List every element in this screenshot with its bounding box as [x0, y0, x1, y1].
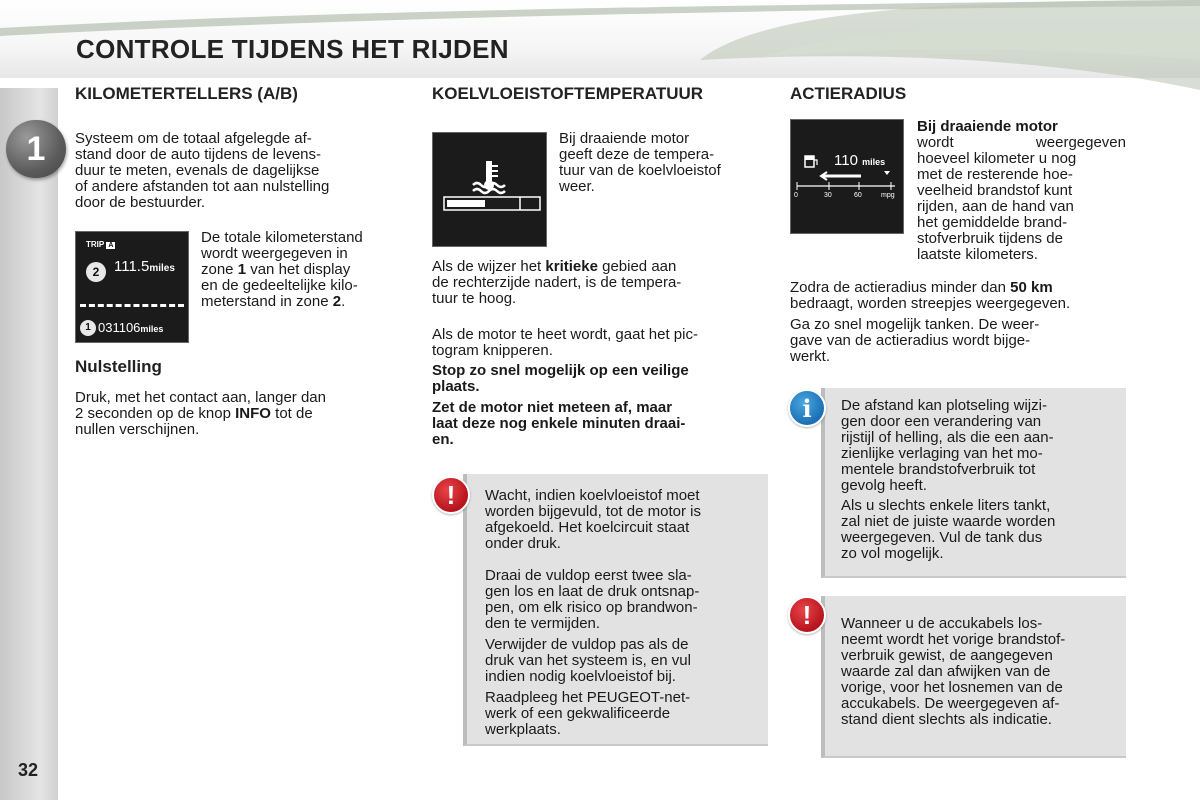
scale-30: 30 — [824, 192, 832, 199]
warning-text-4: Raadpleeg het PEUGEOT-net- werk of een gekwalificeerde werkplaats. — [485, 689, 691, 738]
range-value: 110 miles — [834, 152, 886, 169]
odometer-value: 031106miles — [98, 320, 164, 335]
scale-60: 60 — [854, 192, 862, 199]
range-display-text: Bij draaiende motor wordt weergegeven hoeveel kilometer u nog met de resterende hoe- veelheid brandstof kunt rijden, aan de hand van het gemiddelde brand- stofverbruik tijdens de laatste kilometers. — [917, 118, 1126, 263]
warning-text-1: Wacht, indien koelvloeistof moet worden bijgevuld, tot de motor is afgekoeld. Het koelcircuit staat onder druk. — [485, 487, 701, 552]
trip-display — [75, 231, 189, 343]
info-text-2: Als u slechts enkele liters tankt, zal niet de juiste waarde worden weergegeven. Vul de tank dus zo vol mogelijk. — [841, 497, 1056, 562]
zone-divider — [80, 304, 184, 307]
col3-heading: ACTIERADIUS — [790, 84, 907, 103]
range-display-graphic — [791, 120, 903, 233]
col1-heading: KILOMETERTELLERS (A/B) — [75, 84, 298, 103]
scale-mpg: mpg — [881, 192, 895, 199]
page-title: CONTROLE TIJDENS HET RIJDEN — [76, 34, 509, 64]
battery-warning-box — [821, 596, 1126, 758]
col1-intro: Systeem om de totaal afgelegde af- stand door de auto tijdens de levens- duur te meten, evenals de dagelijkse of andere afstanden tot aan nulstelling door de bestuurder. — [75, 130, 330, 211]
engine-instruction: Zet de motor niet meteen af, maar laat deze nog enkele minuten draai- en. — [432, 399, 686, 448]
stop-instruction: Stop zo snel mogelijk op een veilige plaats. — [432, 362, 689, 395]
warning-text-2: Draai de vuldop eerst twee sla- gen los en laat de druk ontsnap- pen, om elk risico op brandwon- den te vermijden. — [485, 567, 700, 632]
coolant-display — [432, 132, 547, 247]
exclamation-icon: ! — [788, 596, 826, 634]
zone-1-badge: 1 — [80, 320, 96, 336]
trip-value: 111.5miles — [114, 258, 175, 275]
reset-heading: Nulstelling — [75, 357, 162, 376]
zone-2-badge: 2 — [86, 262, 106, 282]
range-display — [790, 119, 904, 234]
coolant-warning-box — [463, 474, 768, 746]
info-icon: i — [788, 389, 826, 427]
chapter-strip — [0, 88, 58, 800]
col2-heading: KOELVLOEISTOFTEMPERATUUR — [432, 84, 704, 103]
range-threshold-text: Zodra de actieradius minder dan 50 km bedraagt, worden streepjes weergegeven. — [790, 279, 1071, 312]
range-info-box — [821, 388, 1126, 578]
info-text-1: De afstand kan plotseling wijzi- gen door een verandering van rijstijl of helling, als die een aan- zienlijke verlaging van het mo- mentele brandstofverbruik tot gevolg heeft. — [841, 397, 1054, 494]
warning-text-3: Verwijder de vuldop pas als de druk van het systeem is, en vul indien nodig koelvloeistof bij. — [485, 636, 691, 685]
chapter-tab[interactable]: 1 — [6, 120, 66, 178]
coolant-temperature-icon — [433, 133, 546, 246]
page-number: 32 — [18, 760, 39, 780]
refuel-text: Ga zo snel mogelijk tanken. De weer- gave van de actieradius wordt bijge- werkt. — [790, 316, 1040, 365]
scale-0: 0 — [794, 192, 798, 199]
battery-warning-text: Wanneer u de accukabels los- neemt wordt het vorige brandstof- verbruik gewist, de aangegeven waarde zal dan afwijken van de vorige, voor het losnemen van de accukabels. De weergegeven af- stand dient slechts als indicatie. — [841, 615, 1066, 728]
trip-label: TRIP A — [86, 240, 114, 249]
reset-text: Druk, met het contact aan, langer dan 2 seconden op de knop INFO tot de nullen verschijnen. — [75, 389, 326, 438]
exclamation-icon: ! — [432, 476, 470, 514]
coolant-display-text: Bij draaiende motor geeft deze de tempera- tuur van de koelvloeistof weer. — [559, 130, 721, 195]
col1-display-text: De totale kilometerstand wordt weergegeven in zone 1 van het display en de gedeeltelijke kilo- meterstand in zone 2. — [201, 229, 363, 310]
overheat-text: Als de motor te heet wordt, gaat het pic- togram knipperen. — [432, 326, 698, 359]
critical-zone-text: Als de wijzer het kritieke gebied aan de rechterzijde nadert, is de tempera- tuur te hoog. — [432, 258, 682, 307]
